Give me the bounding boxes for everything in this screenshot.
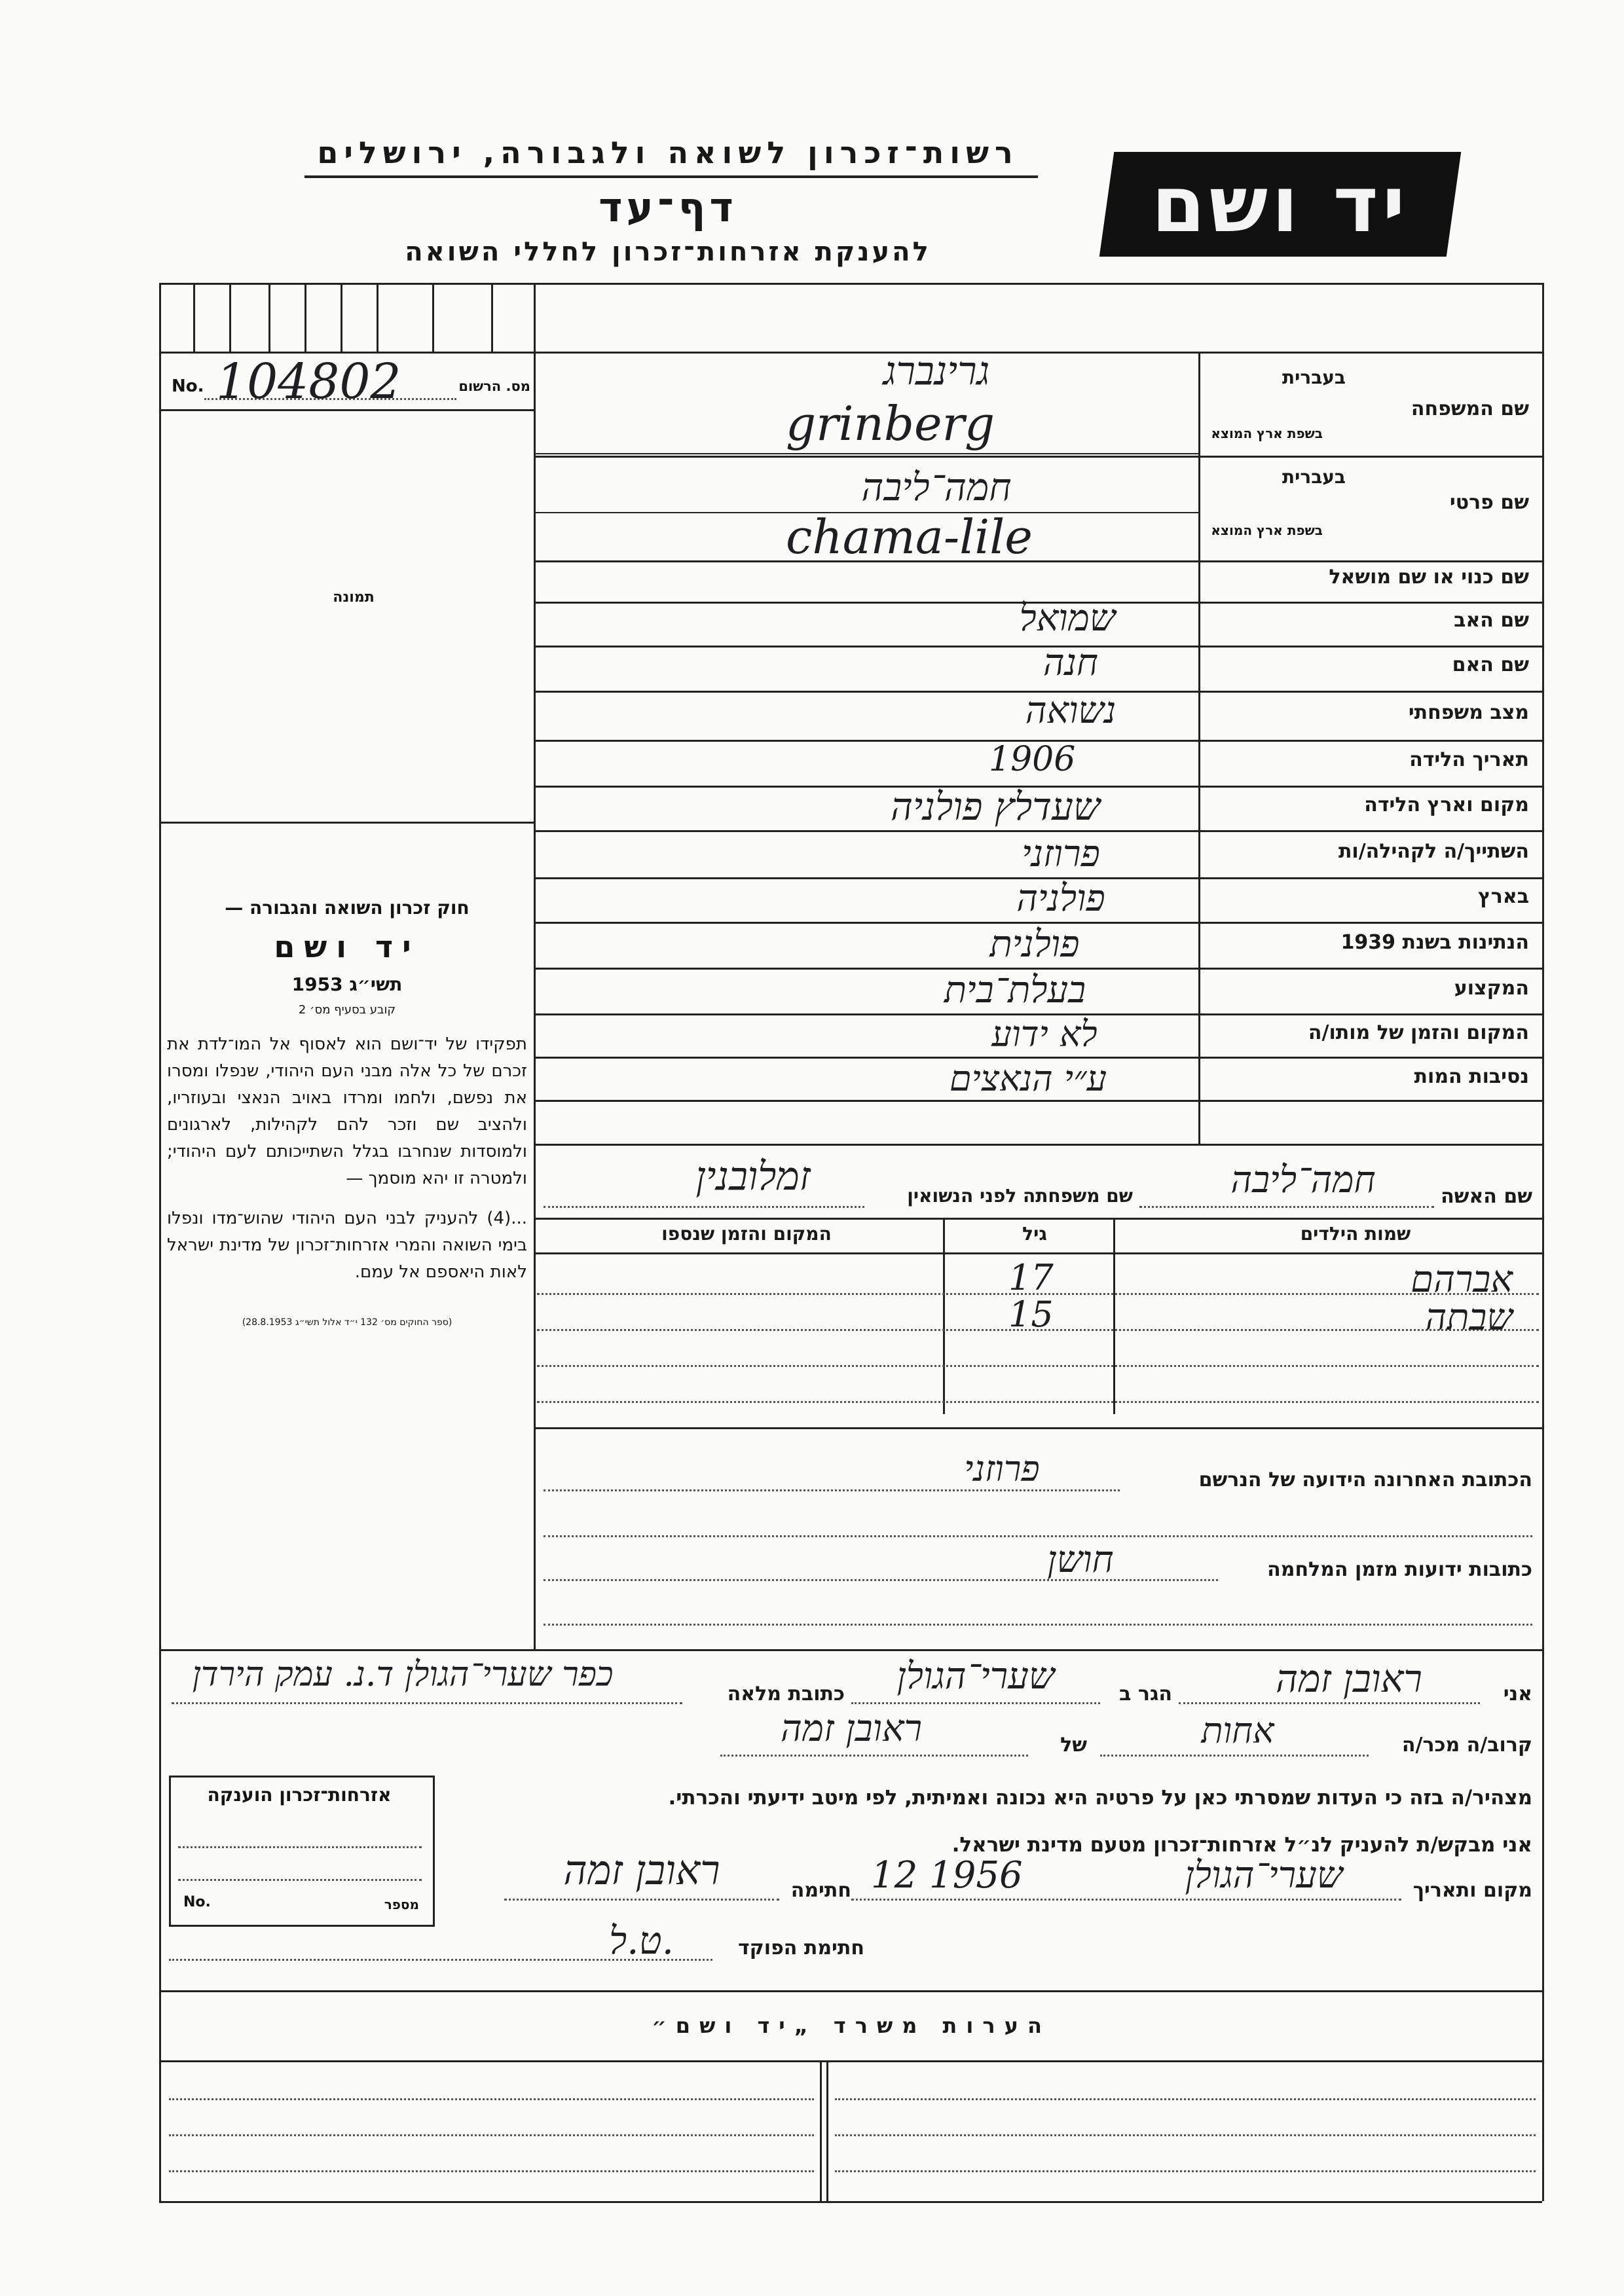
stamp-title: אזרחות־זכרון הוענקה [207, 1784, 392, 1806]
mother-value[interactable]: חנה [1043, 642, 1099, 684]
birth-date-value[interactable]: 1906 [989, 740, 1076, 779]
office-notes-label: הערות משרד „יד ושם״ [652, 2013, 1051, 2038]
frame-top [159, 283, 1542, 285]
citizenship-value[interactable]: פולנית [989, 923, 1080, 966]
children-table-top [534, 1218, 1542, 1220]
children-age-header: גיל [1022, 1223, 1047, 1245]
father-value[interactable]: שמואל [1019, 597, 1116, 640]
nickname-label: שם כנוי או שם מושאל [1329, 566, 1529, 589]
lives-label: הגר ב [1119, 1683, 1172, 1705]
last-address-label: הכתובת האחרונה הידועה של הנרשם [1198, 1468, 1532, 1491]
children-header-line [534, 1252, 1542, 1254]
organization-title: רשות־זכרון לשואה ולגבורה, ירושלים [317, 135, 1019, 170]
notes-top [159, 1990, 1542, 1992]
children-row-line [537, 1401, 1539, 1403]
lives-value[interactable]: שערי־הגולן [896, 1655, 1055, 1698]
registration-label: מס. הרשום [458, 378, 530, 394]
stamp-number-label: מספר [384, 1897, 419, 1912]
birth-place-label: מקום וארץ הלידה [1364, 793, 1529, 816]
yad-vashem-logo: יד ושם [1151, 159, 1409, 249]
law-block [167, 897, 527, 1328]
notes-line [169, 2134, 814, 2136]
of-label: של [1060, 1734, 1087, 1757]
family-hebrew-label: בעברית [1282, 367, 1346, 388]
death-circ-label: נסיבות המות [1414, 1065, 1529, 1088]
notes-line [835, 2098, 1536, 2100]
notes-divider [826, 2060, 828, 2201]
law-citation: (ספר החוקים מס׳ 132 י״ד אלול תשי״ג 28.8.1953) [242, 1317, 452, 1328]
addresses-bottom [159, 1649, 1542, 1651]
of-dotline [720, 1755, 1028, 1757]
form-subtitle: להענקת אזרחות־זכרון לחללי השואה [405, 237, 931, 267]
law-year: תשי״ג 1953 [291, 974, 403, 995]
children-table-bottom [534, 1427, 1542, 1429]
registration-underline [159, 409, 534, 411]
place-value[interactable]: שערי־הגולן [1185, 1854, 1343, 1897]
first-origin-label: בשפת ארץ המוצא [1211, 522, 1323, 538]
full-address-dotline [172, 1702, 682, 1704]
photo-box-bottom [159, 822, 534, 824]
i-label: אני [1503, 1683, 1532, 1705]
row-line [534, 1100, 1542, 1102]
relation-dotline [1100, 1755, 1369, 1757]
maiden-name-value[interactable]: זמלובנין [695, 1154, 811, 1199]
notes-divider [820, 2060, 822, 2201]
officer-signature-label: חתימת הפוקד [738, 1937, 864, 1959]
box-divider [304, 283, 306, 352]
row-line [534, 560, 1542, 562]
row-line [534, 453, 1198, 454]
children-place-header: המקום והזמן שנספו [661, 1223, 832, 1245]
death-circ-value[interactable]: ע״י הנאצים [949, 1058, 1107, 1099]
first-hebrew-label: בעברית [1282, 466, 1346, 488]
stamp-dotline [178, 1879, 422, 1881]
declarant-name-value[interactable]: ראובן זמה [1276, 1656, 1422, 1701]
signature-label: חתימה [790, 1879, 851, 1902]
family-name-latin-value[interactable]: grinberg [786, 396, 995, 451]
death-place-label: המקום והזמן של מותו/ה [1308, 1021, 1529, 1044]
box-divider [377, 283, 378, 352]
first-name-label: שם פרטי [1449, 491, 1529, 514]
war-address-label: כתובות ידועות מזמן המלחמה [1267, 1558, 1532, 1581]
children-col-divider [943, 1218, 945, 1414]
last-address-dotline [544, 1489, 1120, 1491]
row-line [534, 830, 1542, 832]
lives-dotline [851, 1702, 1100, 1704]
marital-label: מצב משפחתי [1408, 701, 1529, 724]
box-divider [268, 283, 270, 352]
country-label: בארץ [1477, 885, 1529, 908]
child-age[interactable]: 15 [1008, 1294, 1054, 1335]
spouse-label: שם האשה [1441, 1185, 1532, 1208]
stamp-no-label: No. [183, 1894, 211, 1910]
declaration-line-1: מצהיר/ה בזה כי העדות שמסרתי כאן על פרטיה היא נכונה ואמיתית, לפי מיטב ידיעתי והכרתי. [668, 1786, 1532, 1810]
frame-left [159, 283, 161, 2201]
mother-label: שם האם [1452, 653, 1529, 676]
place-date-label: מקום ותאריך [1412, 1879, 1532, 1902]
notes-line [835, 2170, 1536, 2172]
country-value[interactable]: פולניה [1016, 877, 1105, 920]
law-text-clause-4: ...(4) להעניק לבני העם היהודי שהוש־מדו ונפלו בימי השואה והמרי אזרחות־זכרון של מדינת ישראל לאות היאספם אל עמם. [167, 1209, 527, 1282]
organization-underline [304, 175, 1038, 178]
declarant-name-dotline [1179, 1702, 1480, 1704]
family-name-hebrew-value[interactable]: גרינברג [883, 348, 990, 394]
address-dotline [544, 1535, 1532, 1537]
community-value[interactable]: פרוזני [1022, 833, 1100, 875]
maiden-name-label: שם משפחתה לפני הנשואין [907, 1185, 1133, 1207]
death-place-value[interactable]: לא ידוע [991, 1013, 1098, 1055]
full-address-value[interactable]: כפר שערי־הגולן ד.נ. עמק הירדן [192, 1655, 614, 1694]
place-date-dotline [851, 1899, 1401, 1901]
spouse-dotline [1139, 1206, 1434, 1208]
registration-no-label: No. [172, 376, 204, 396]
relation-value[interactable]: אחות [1201, 1710, 1274, 1751]
declaration-line-2: אני מבקש/ת להעניק לנ״ל אזרחות־זכרון מטעם מדינת ישראל. [951, 1833, 1532, 1857]
registration-number[interactable]: 104802 [216, 354, 401, 410]
marital-value[interactable]: נשואה [1025, 689, 1116, 732]
profession-value[interactable]: בעלת־בית [944, 969, 1086, 1011]
officer-signature-value[interactable]: ט.ל. [609, 1918, 674, 1963]
box-divider [341, 283, 342, 352]
notes-line [169, 2098, 814, 2100]
row-line [534, 1144, 1542, 1146]
stamp-dotline [178, 1846, 422, 1848]
birth-date-label: תאריך הלידה [1409, 748, 1529, 771]
father-label: שם האב [1454, 609, 1529, 632]
frame-bottom [159, 2201, 1542, 2203]
of-name-value[interactable]: ראובן זמה [780, 1707, 923, 1750]
first-name-hebrew-value[interactable]: חמה־ליבה [861, 465, 1012, 509]
left-column-divider [534, 283, 536, 1649]
child-age[interactable]: 17 [1008, 1257, 1054, 1298]
child-name[interactable]: אברהם [1411, 1258, 1513, 1301]
notes-line [169, 2170, 814, 2172]
children-col-divider [1113, 1218, 1115, 1414]
last-address-value[interactable]: פרוזני [964, 1448, 1040, 1489]
full-address-label: כתובת מלאה [727, 1683, 845, 1705]
spouse-name-value[interactable]: חמה־ליבה [1230, 1159, 1376, 1201]
law-name: יד ושם [274, 929, 420, 964]
date-value[interactable]: 12 1956 [871, 1854, 1023, 1897]
citizenship-label: הנתינות בשנת 1939 [1340, 931, 1529, 954]
box-divider [491, 283, 493, 352]
first-name-latin-value[interactable]: chama-lile [786, 509, 1033, 564]
row-line [534, 456, 1542, 458]
notes-header-line [159, 2060, 1542, 2062]
box-divider [229, 283, 231, 352]
family-origin-label: בשפת ארץ המוצא [1211, 426, 1323, 441]
profession-label: המקצוע [1454, 977, 1529, 1000]
children-row-line [537, 1365, 1539, 1367]
child-name[interactable]: שבתה [1425, 1296, 1513, 1339]
box-divider [193, 283, 195, 352]
signature-dotline [504, 1899, 779, 1901]
form-title: דף־עד [599, 183, 737, 231]
law-title: חוק זכרון השואה והגבורה — [225, 897, 470, 919]
relation-label: קרוב/ה מכר/ה [1401, 1734, 1532, 1757]
family-name-label: שם המשפחה [1411, 397, 1529, 420]
maiden-dotline [544, 1206, 864, 1208]
community-label: השתייך/ה לקהילה/ות [1338, 840, 1529, 863]
law-text: תפקידו של יד־ושם הוא לאסוף אל המו־לדת את זכרם של כל אלה מבני העם היהודי, שנפלו ומסרו את נפשם, ולחמו ומרדו באויב הנאצי ובעוזריו, ולהציב שם וזכר להם לקהילות, לארגונים ולמוסדות שנחרבו בגלל השתייכותם לעם היהודי; ולמטרה זו יהא מוסמך — [167, 1034, 527, 1188]
label-column-divider [1198, 352, 1200, 1144]
box-divider [432, 283, 434, 352]
frame-right [1542, 283, 1544, 2201]
children-names-header: שמות הילדים [1300, 1223, 1411, 1245]
notes-line [835, 2134, 1536, 2136]
law-clause: קובע בסעיף מס׳ 2 [298, 1003, 396, 1017]
birth-place-value[interactable]: שעדלץ פולניה [890, 784, 1101, 829]
address-dotline [544, 1624, 1532, 1626]
signature-value[interactable]: ראובן זמה [563, 1846, 720, 1894]
war-address-value[interactable]: חושן [1047, 1539, 1114, 1581]
photo-label: תמונה [333, 589, 375, 606]
